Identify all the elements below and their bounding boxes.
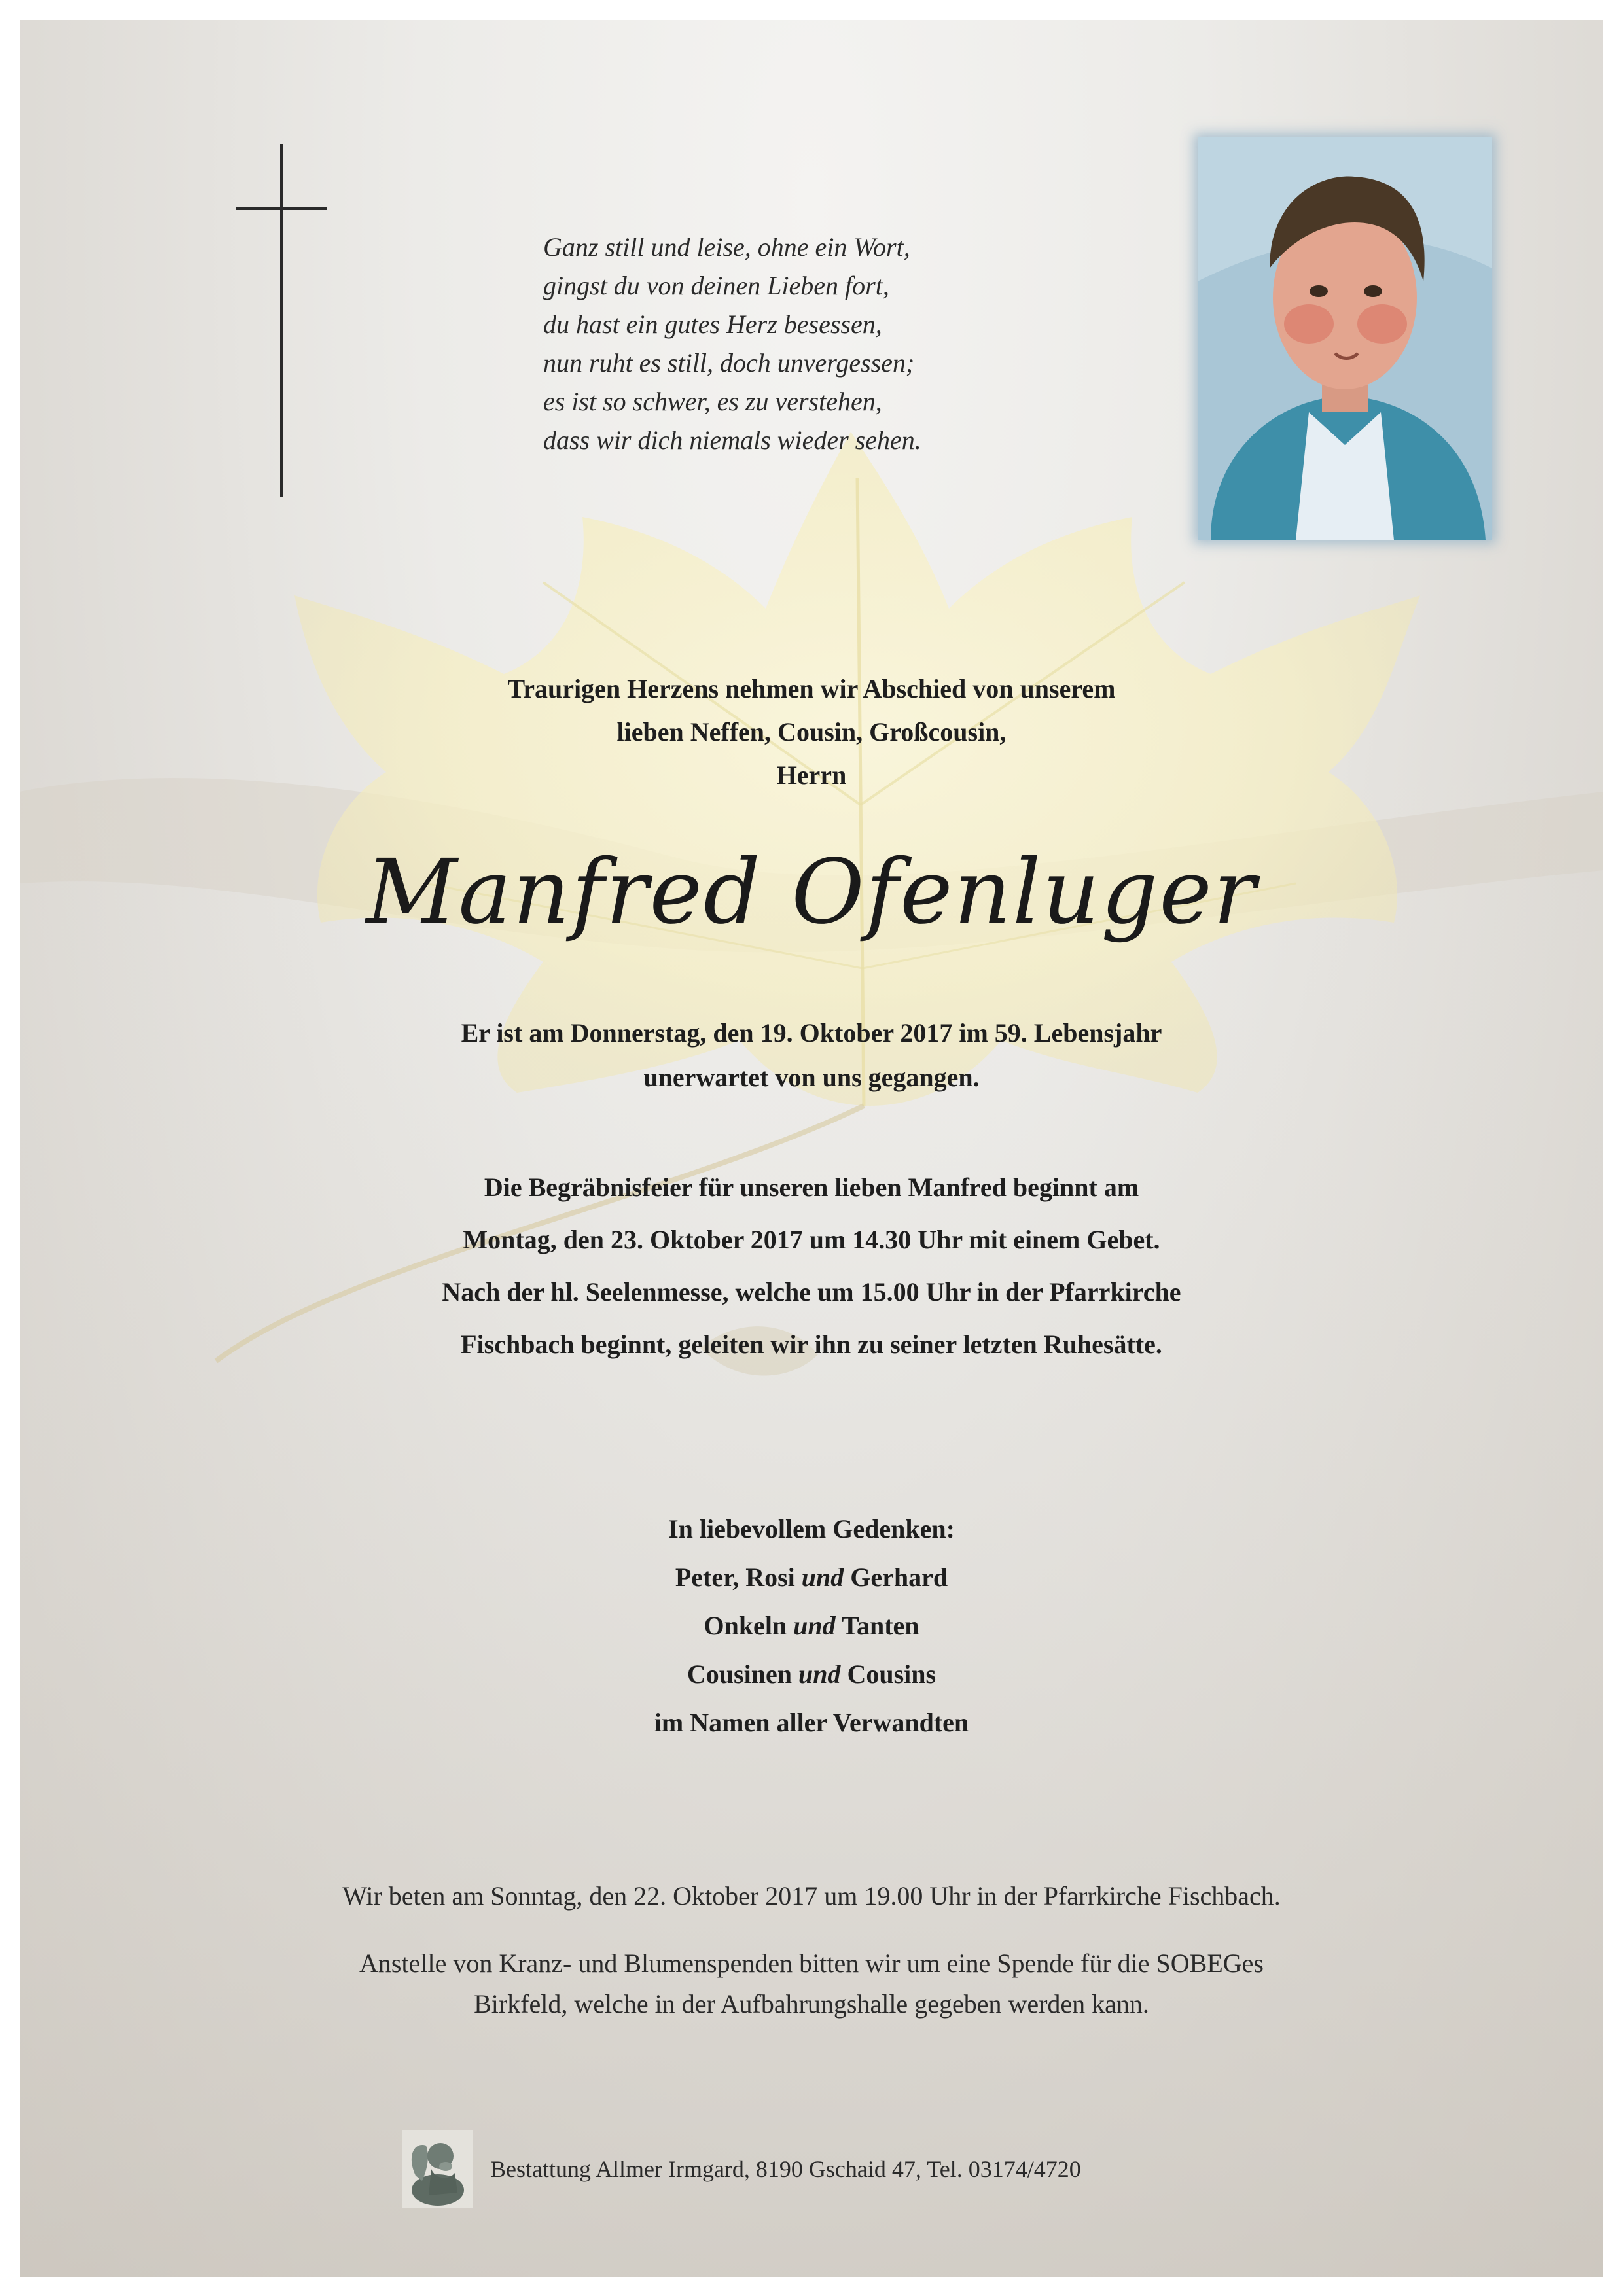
mourner-line <box>20 1602 1603 1650</box>
funeral-line: Die Begräbnisfeier für unseren lieben Manfred beginnt am <box>484 1173 1139 1202</box>
donation-notice <box>20 1943 1603 2024</box>
funeral-home-contact: Bestattung Allmer Irmgard, 8190 Gschaid 47, Tel. 03174/4720 <box>490 2156 1081 2182</box>
mourner-line <box>20 1553 1603 1602</box>
cross-symbol <box>236 144 327 497</box>
poem-line: es ist so schwer, es zu verstehen, <box>543 387 882 416</box>
donation-line: Anstelle von Kranz- und Blumenspenden bitten wir um eine Spende für die SOBEGes <box>359 1949 1264 1978</box>
intro-line: Traurigen Herzens nehmen wir Abschied von unserem <box>507 674 1116 703</box>
deceased-name: Manfred Ofenluger <box>366 841 1257 944</box>
mourner-conjunction: und <box>801 1563 844 1592</box>
mourner-conjunction: und <box>793 1611 836 1640</box>
poem-line: nun ruht es still, doch unvergessen; <box>543 348 915 378</box>
prayer-line: Wir beten am Sonntag, den 22. Oktober 2017 um 19.00 Uhr in der Pfarrkirche Fischbach. <box>342 1881 1281 1911</box>
funeral-line: Montag, den 23. Oktober 2017 um 14.30 Uhr mit einem Gebet. <box>463 1225 1160 1254</box>
mourner-text: Tanten <box>835 1611 919 1640</box>
prayer-notice <box>20 1877 1603 1916</box>
obituary-page <box>20 20 1603 2277</box>
death-line: unerwartet von uns gegangen. <box>643 1063 980 1092</box>
death-notice <box>20 1011 1603 1100</box>
portrait-photo <box>1198 137 1492 540</box>
mourner-text: Cousins <box>840 1659 936 1689</box>
memorial-poem <box>543 228 1132 459</box>
poem-line: gingst du von deinen Lieben fort, <box>543 271 889 300</box>
mourners-heading: In liebevollem Gedenken: <box>668 1514 955 1544</box>
mourners-list <box>20 1505 1603 1747</box>
cross-vertical-bar <box>280 144 283 497</box>
death-line: Er ist am Donnerstag, den 19. Oktober 2017 im 59. Lebensjahr <box>461 1018 1162 1048</box>
mourner-line: im Namen aller Verwandten <box>654 1708 969 1737</box>
mourner-text: Cousinen <box>687 1659 798 1689</box>
funeral-home-footer <box>402 2130 1081 2208</box>
angel-icon <box>402 2130 473 2208</box>
mourner-conjunction: und <box>798 1659 841 1689</box>
poem-line: du hast ein gutes Herz besessen, <box>543 309 882 339</box>
mourner-line <box>20 1650 1603 1699</box>
funeral-line: Nach der hl. Seelenmesse, welche um 15.00 Uhr in der Pfarrkirche <box>442 1277 1181 1307</box>
cross-horizontal-bar <box>236 207 327 210</box>
farewell-intro <box>20 667 1603 797</box>
poem-line: Ganz still und leise, ohne ein Wort, <box>543 232 910 262</box>
funeral-line: Fischbach beginnt, geleiten wir ihn zu seiner letzten Ruhesätte. <box>461 1330 1162 1359</box>
intro-line: Herrn <box>776 760 847 790</box>
intro-line: lieben Neffen, Cousin, Großcousin, <box>616 717 1007 747</box>
poem-line: dass wir dich niemals wieder sehen. <box>543 425 921 455</box>
mourner-text: Gerhard <box>844 1563 948 1592</box>
mourner-text: Onkeln <box>704 1611 794 1640</box>
mourner-text: Peter, Rosi <box>675 1563 802 1592</box>
funeral-details <box>20 1161 1603 1371</box>
donation-line: Birkfeld, welche in der Aufbahrungshalle gegeben werden kann. <box>474 1989 1149 2019</box>
